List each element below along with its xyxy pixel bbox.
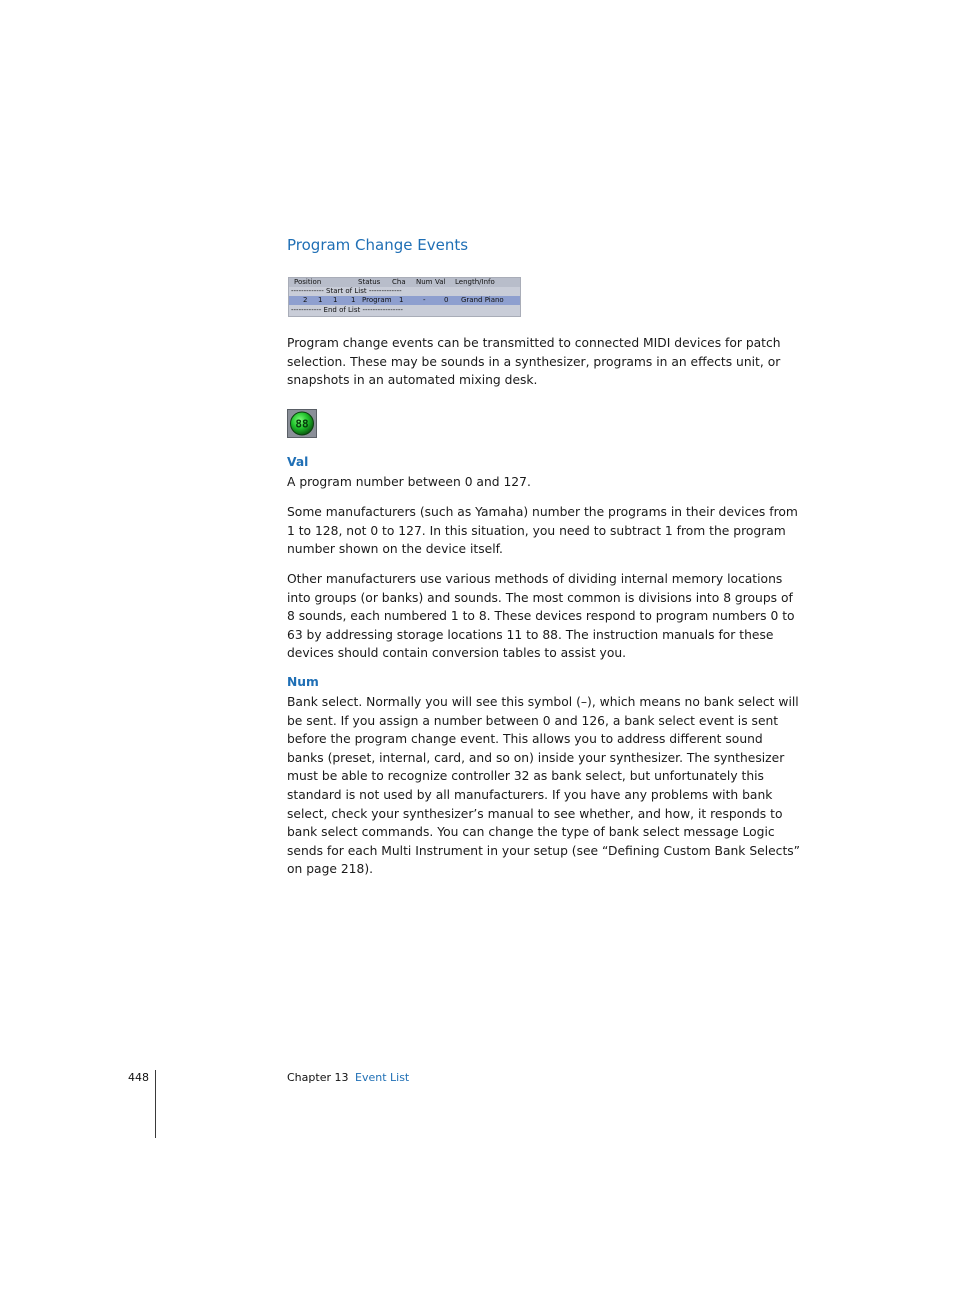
num-heading: Num <box>287 675 319 689</box>
event-list-screenshot <box>288 277 521 317</box>
footer-chapter: Chapter 13 <box>287 1071 349 1084</box>
event-bar: 2 <box>303 296 308 304</box>
event-division: 1 <box>333 296 338 304</box>
page-number: 448 <box>128 1071 149 1084</box>
green-88-display-icon <box>287 409 317 438</box>
col-status: Status <box>358 278 381 286</box>
event-beat: 1 <box>318 296 323 304</box>
event-cha: 1 <box>399 296 404 304</box>
footer-divider <box>155 1070 156 1138</box>
val-paragraph-2: Some manufacturers (such as Yamaha) number the programs in their devices from 1 to 128, not 0 to 127. In this situation, you need to subtract 1 from the program number shown on the device itself. <box>287 505 798 557</box>
event-val: 0 <box>444 296 449 304</box>
start-of-list-row <box>289 287 520 296</box>
green-88-display-icon-graphic <box>288 410 316 437</box>
col-cha: Cha <box>392 278 406 286</box>
val-paragraph-1: A program number between 0 and 127. <box>287 475 531 489</box>
start-of-list-text: ------------- Start of List ------------- <box>291 287 402 295</box>
event-num: - <box>423 296 426 304</box>
event-info: Grand Piano <box>461 296 504 304</box>
end-of-list-text: ------------ End of List ---------------- <box>291 306 403 314</box>
val-heading: Val <box>287 455 309 469</box>
section-title: Program Change Events <box>287 236 469 254</box>
end-of-list-row <box>289 306 520 315</box>
event-list-header <box>289 278 520 287</box>
program-event-row[interactable] <box>289 296 520 305</box>
val-paragraph-3: Other manufacturers use various methods of dividing internal memory locations into groups (or banks) and sounds. The most common is divisions into 8 groups of 8 sounds, each numbered 1 to 8. These devices respond to program numbers 0 to 63 by addressing storage locations 11 to 88. The instruction manuals for these devices should contain conversion tables to assist you. <box>287 572 795 661</box>
col-position: Position <box>294 278 322 286</box>
intro-paragraph: Program change events can be transmitted to connected MIDI devices for patch selection. These may be sounds in a synthesizer, programs in an effects unit, or snapshots in an automated mixing desk. <box>287 336 781 388</box>
footer-chapter-title-link[interactable]: Event List <box>355 1071 410 1084</box>
event-status: Program <box>362 296 392 304</box>
event-tick: 1 <box>351 296 356 304</box>
icon-glyph: 88 <box>295 417 309 431</box>
col-num: Num <box>416 278 433 286</box>
col-length: Length/Info <box>455 278 495 286</box>
col-val: Val <box>435 278 446 286</box>
num-paragraph: Bank select. Normally you will see this symbol (–), which means no bank select will be sent. If you assign a number between 0 and 126, a bank select event is sent before the program change event. This allows you to address different sound banks (preset, internal, card, and so on) inside your synthesizer. The synthesizer must be able to recognize controller 32 as bank select, but unfortunately this standard is not used by all manufacturers. If you have any problems with bank select, check your synthesizer’s manual to see whether, and how, it responds to bank select commands. You can change the type of bank select message Logic sends for each Multi Instrument in your setup (see “Defining Custom Bank Selects” on page 218). <box>287 695 801 877</box>
